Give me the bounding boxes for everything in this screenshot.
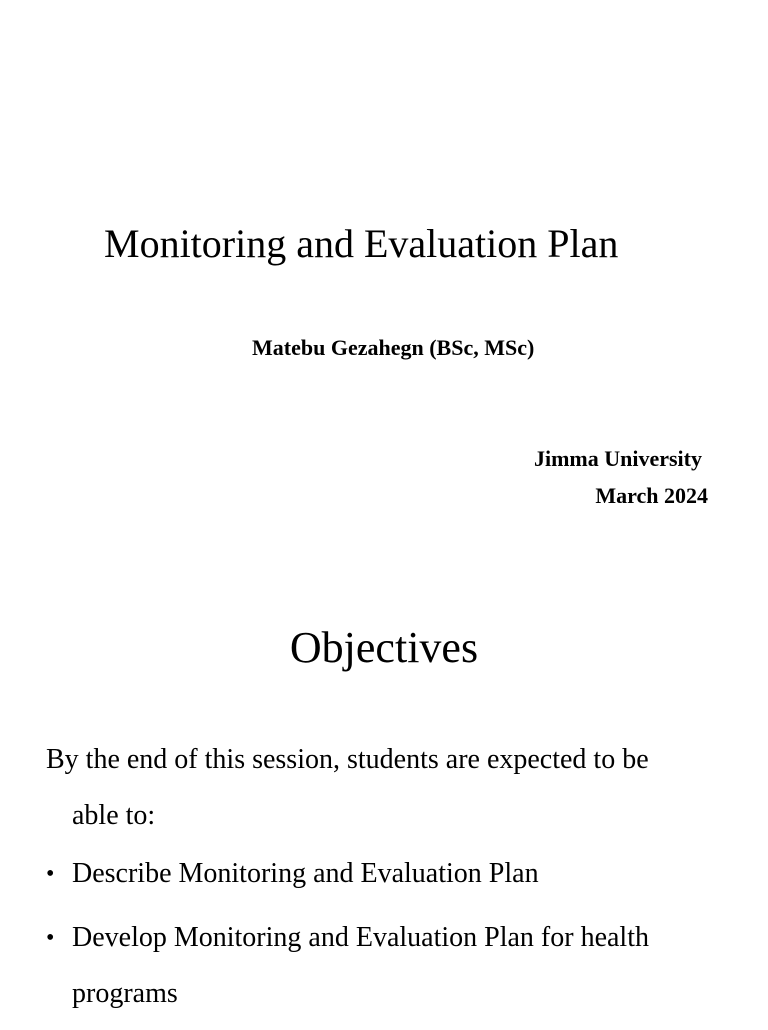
objective-item	[46, 910, 746, 1022]
bullet-icon: •	[46, 925, 55, 951]
presentation-date: March 2024	[595, 483, 708, 508]
objective-item	[46, 846, 746, 902]
objective-text: Describe Monitoring and Evaluation Plan	[72, 858, 539, 889]
intro-line-2: able to:	[72, 800, 156, 831]
institution-name: Jimma University	[533, 446, 702, 471]
objectives-list	[46, 846, 746, 1030]
objectives-heading: Objectives	[289, 623, 479, 672]
presentation-title: Monitoring and Evaluation Plan	[104, 221, 619, 266]
objectives-slide	[0, 580, 768, 1024]
bullet-icon: •	[46, 861, 55, 887]
objectives-intro	[46, 732, 736, 844]
author-name: Matebu Gezahegn (BSc, MSc)	[252, 335, 535, 360]
intro-line-1: By the end of this session, students are expected to be	[46, 744, 649, 775]
objective-text: Develop Monitoring and Evaluation Plan for health programs	[72, 922, 649, 1009]
